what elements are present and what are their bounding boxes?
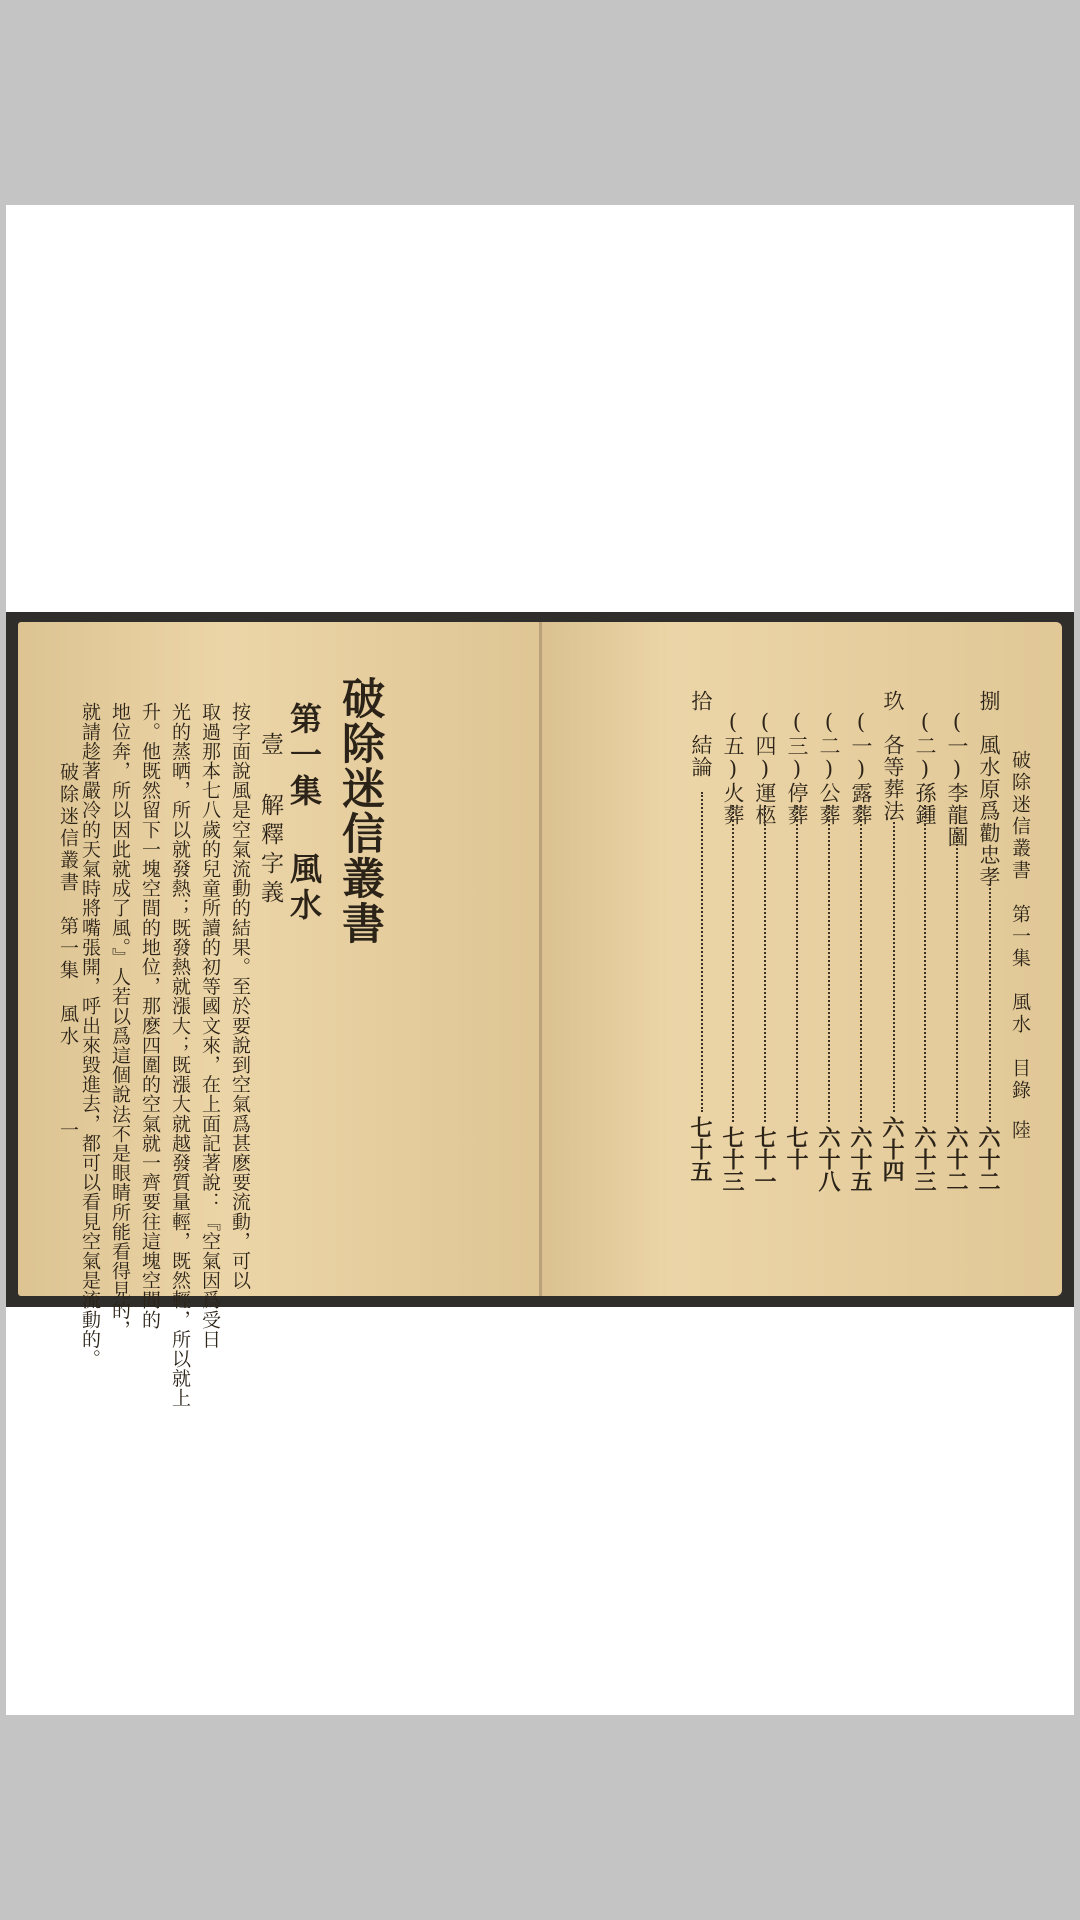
toc-entry-page: 七十五: [687, 1116, 713, 1182]
toc-entry-page: 六十二: [943, 1126, 969, 1192]
body-line-3: 光的蒸晒，所以就發熱；既發熱就漲大；既漲大就越發質量輕，既然輕，所以就上: [169, 702, 191, 1408]
volume-subtitle: 第一集 風水: [285, 702, 323, 924]
toc-entry-label: (二)公葬: [817, 710, 841, 826]
body-line-6: 就請趁著嚴冷的天氣時將嘴張開，呼出來毀進去，都可以看見空氣是流動的。: [79, 702, 101, 1369]
toc-entry-label: (三)停葬: [785, 710, 809, 826]
running-head-left: 破除迷信叢書 第一集 風水: [57, 762, 79, 1048]
toc-entry-label: 拾 結論: [689, 690, 713, 778]
scanned-book-spread: [6, 612, 1074, 1408]
section-heading: 壹 解釋字義: [257, 732, 283, 909]
toc-leader-dots: [860, 805, 862, 1122]
toc-entry-label: (一)露葬: [849, 710, 873, 826]
toc-entry-page: 六十三: [911, 1126, 937, 1192]
toc-entry-label: (五)火葬: [721, 710, 745, 826]
left-page: [18, 622, 545, 1408]
right-page: [542, 622, 1062, 1296]
toc-leader-dots: [893, 822, 895, 1112]
toc-leader-dots: [701, 792, 703, 1112]
toc-leader-dots: [989, 884, 991, 1122]
toc-entry-page: 六十八: [815, 1126, 841, 1192]
page-number-right: 陸: [1009, 1120, 1031, 1142]
toc-entry-label: (一)李龍圖: [945, 710, 969, 848]
toc-leader-dots: [956, 827, 958, 1122]
toc-leader-dots: [796, 805, 798, 1122]
book-title: 破除迷信叢書: [335, 676, 385, 946]
toc-entry-label: 捌 風水原爲勸忠孝: [977, 690, 1001, 888]
toc-entry-page: 七十: [783, 1126, 809, 1170]
body-line-5: 地位奔，所以因此就成了風。』人若以爲這個說法不是眼睛所能看得見的，: [109, 702, 131, 1340]
body-line-1: 按字面說風是空氣流動的結果。至於要說到空氣爲甚麽要流動，可以: [229, 702, 251, 1290]
toc-leader-dots: [764, 805, 766, 1122]
body-line-4: 升。他既然留下一塊空間的地位，那麽四圍的空氣就一齊要往這塊空間的: [139, 702, 161, 1330]
toc-entry-page: 六十四: [879, 1116, 905, 1182]
toc-leader-dots: [924, 805, 926, 1122]
toc-entry-label: (四)運柩: [753, 710, 777, 826]
toc-entry-label: 玖 各等葬法: [881, 690, 905, 822]
body-line-2: 取過那本七八歲的兒童所讀的初等國文來，在上面記著說：『空氣因爲受日: [199, 702, 221, 1349]
page-number-left: 一: [57, 1120, 79, 1142]
toc-entry-label: (二)孫鍾: [913, 710, 937, 826]
toc-entry-page: 六十五: [847, 1126, 873, 1192]
running-head-right: 破除迷信叢書 第一集 風水 目錄: [1009, 750, 1031, 1102]
toc-leader-dots: [828, 805, 830, 1122]
toc-entry-page: 七十一: [751, 1126, 777, 1192]
toc-leader-dots: [732, 805, 734, 1122]
toc-entry-page: 七十三: [719, 1126, 745, 1192]
toc-entry-page: 六十二: [975, 1126, 1001, 1192]
